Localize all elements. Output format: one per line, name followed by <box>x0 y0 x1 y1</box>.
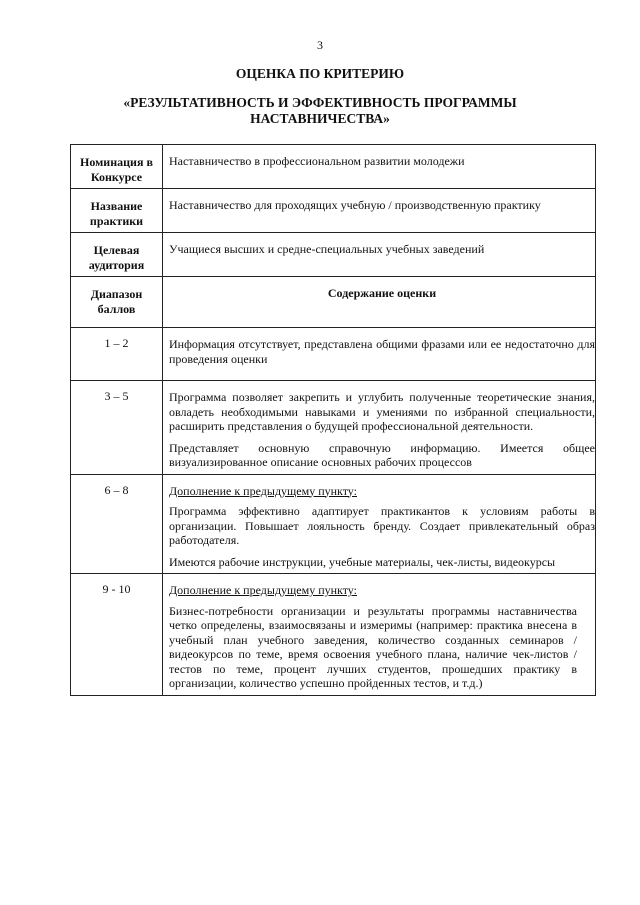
label-line: практики <box>89 213 144 228</box>
label-line: Целевая <box>93 243 140 257</box>
score-range: 1 – 2 <box>71 328 163 381</box>
row-value: Наставничество в профессиональном развитии молодежи <box>163 145 596 189</box>
description-paragraph: Бизнес-потребности организации и результаты программы наставничества четко определены, взаимосвязаны и измеримы (например: практика внесена в учебный план учебного заведения, количество созданных семинаров / видеокурсов по теме, время освоения учебного плана, наличие чек-листов / тестов по теме, процент лучших студентов, прошедших практику в организации, количество успешно пройденных тестов, и т.д.) <box>169 603 577 690</box>
table-header-row <box>71 277 596 328</box>
document-title: ОЦЕНКА ПО КРИТЕРИЮ <box>235 66 405 81</box>
row-value: Учащиеся высших и средне-специальных учебных заведений <box>163 233 596 277</box>
description-paragraph: Представляет основную справочную информацию. Имеется общее визуализированное описание основных рабочих процессов <box>169 440 595 469</box>
label-line: аудитория <box>88 257 145 272</box>
header-content-label: Содержание оценки <box>163 277 596 328</box>
label-line: Конкурсе <box>90 169 143 184</box>
description-paragraph: Информация отсутствует, представлена общими фразами или ее недостаточно для проведения оценки <box>169 337 595 366</box>
label-line: баллов <box>97 301 136 316</box>
row-label <box>71 145 163 189</box>
description-paragraph: Имеются рабочие инструкции, учебные материалы, чек-листы, видеокурсы <box>169 554 556 569</box>
info-row-nomination <box>71 145 596 189</box>
score-row-6-8 <box>71 474 596 574</box>
info-row-practice-name <box>71 189 596 233</box>
score-range: 3 – 5 <box>71 381 163 475</box>
score-range: 9 - 10 <box>71 574 163 696</box>
criteria-table <box>70 144 596 696</box>
supplement-note: Дополнение к предыдущему пункту: <box>169 483 357 498</box>
score-row-1-2 <box>71 328 596 381</box>
score-description <box>163 328 596 381</box>
score-row-3-5 <box>71 381 596 475</box>
document-subtitle <box>0 95 640 127</box>
label-line: Диапазон <box>90 287 143 301</box>
supplement-note: Дополнение к предыдущему пункту: <box>169 583 357 597</box>
row-label <box>71 189 163 233</box>
label-line: Номинация в <box>80 155 153 169</box>
score-range: 6 – 8 <box>71 474 163 574</box>
subtitle-line-2: НАСТАВНИЧЕСТВА» <box>250 111 390 126</box>
score-description <box>163 381 596 475</box>
header-range-label <box>71 277 163 328</box>
score-row-9-10 <box>71 574 596 696</box>
info-row-audience <box>71 233 596 277</box>
label-line: Название <box>90 199 143 213</box>
subtitle-line-1: «РЕЗУЛЬТАТИВНОСТЬ И ЭФФЕКТИВНОСТЬ ПРОГРАММЫ <box>123 95 517 110</box>
description-paragraph: Программа позволяет закрепить и углубить полученные теоретические знания, овладеть необходимыми навыками и умениями по избранной специальности, расширить представления о будущей профессиональной деятельности. <box>169 390 595 433</box>
page-number: 3 <box>317 38 323 52</box>
row-value: Наставничество для проходящих учебную / производственную практику <box>163 189 596 233</box>
description-paragraph: Программа эффективно адаптирует практикантов к условиям работы в организации. Повышает лояльность бренду. Создает привлекательный образ работодателя. <box>169 504 595 547</box>
row-label <box>71 233 163 277</box>
score-description <box>163 474 596 574</box>
score-description <box>163 574 596 696</box>
